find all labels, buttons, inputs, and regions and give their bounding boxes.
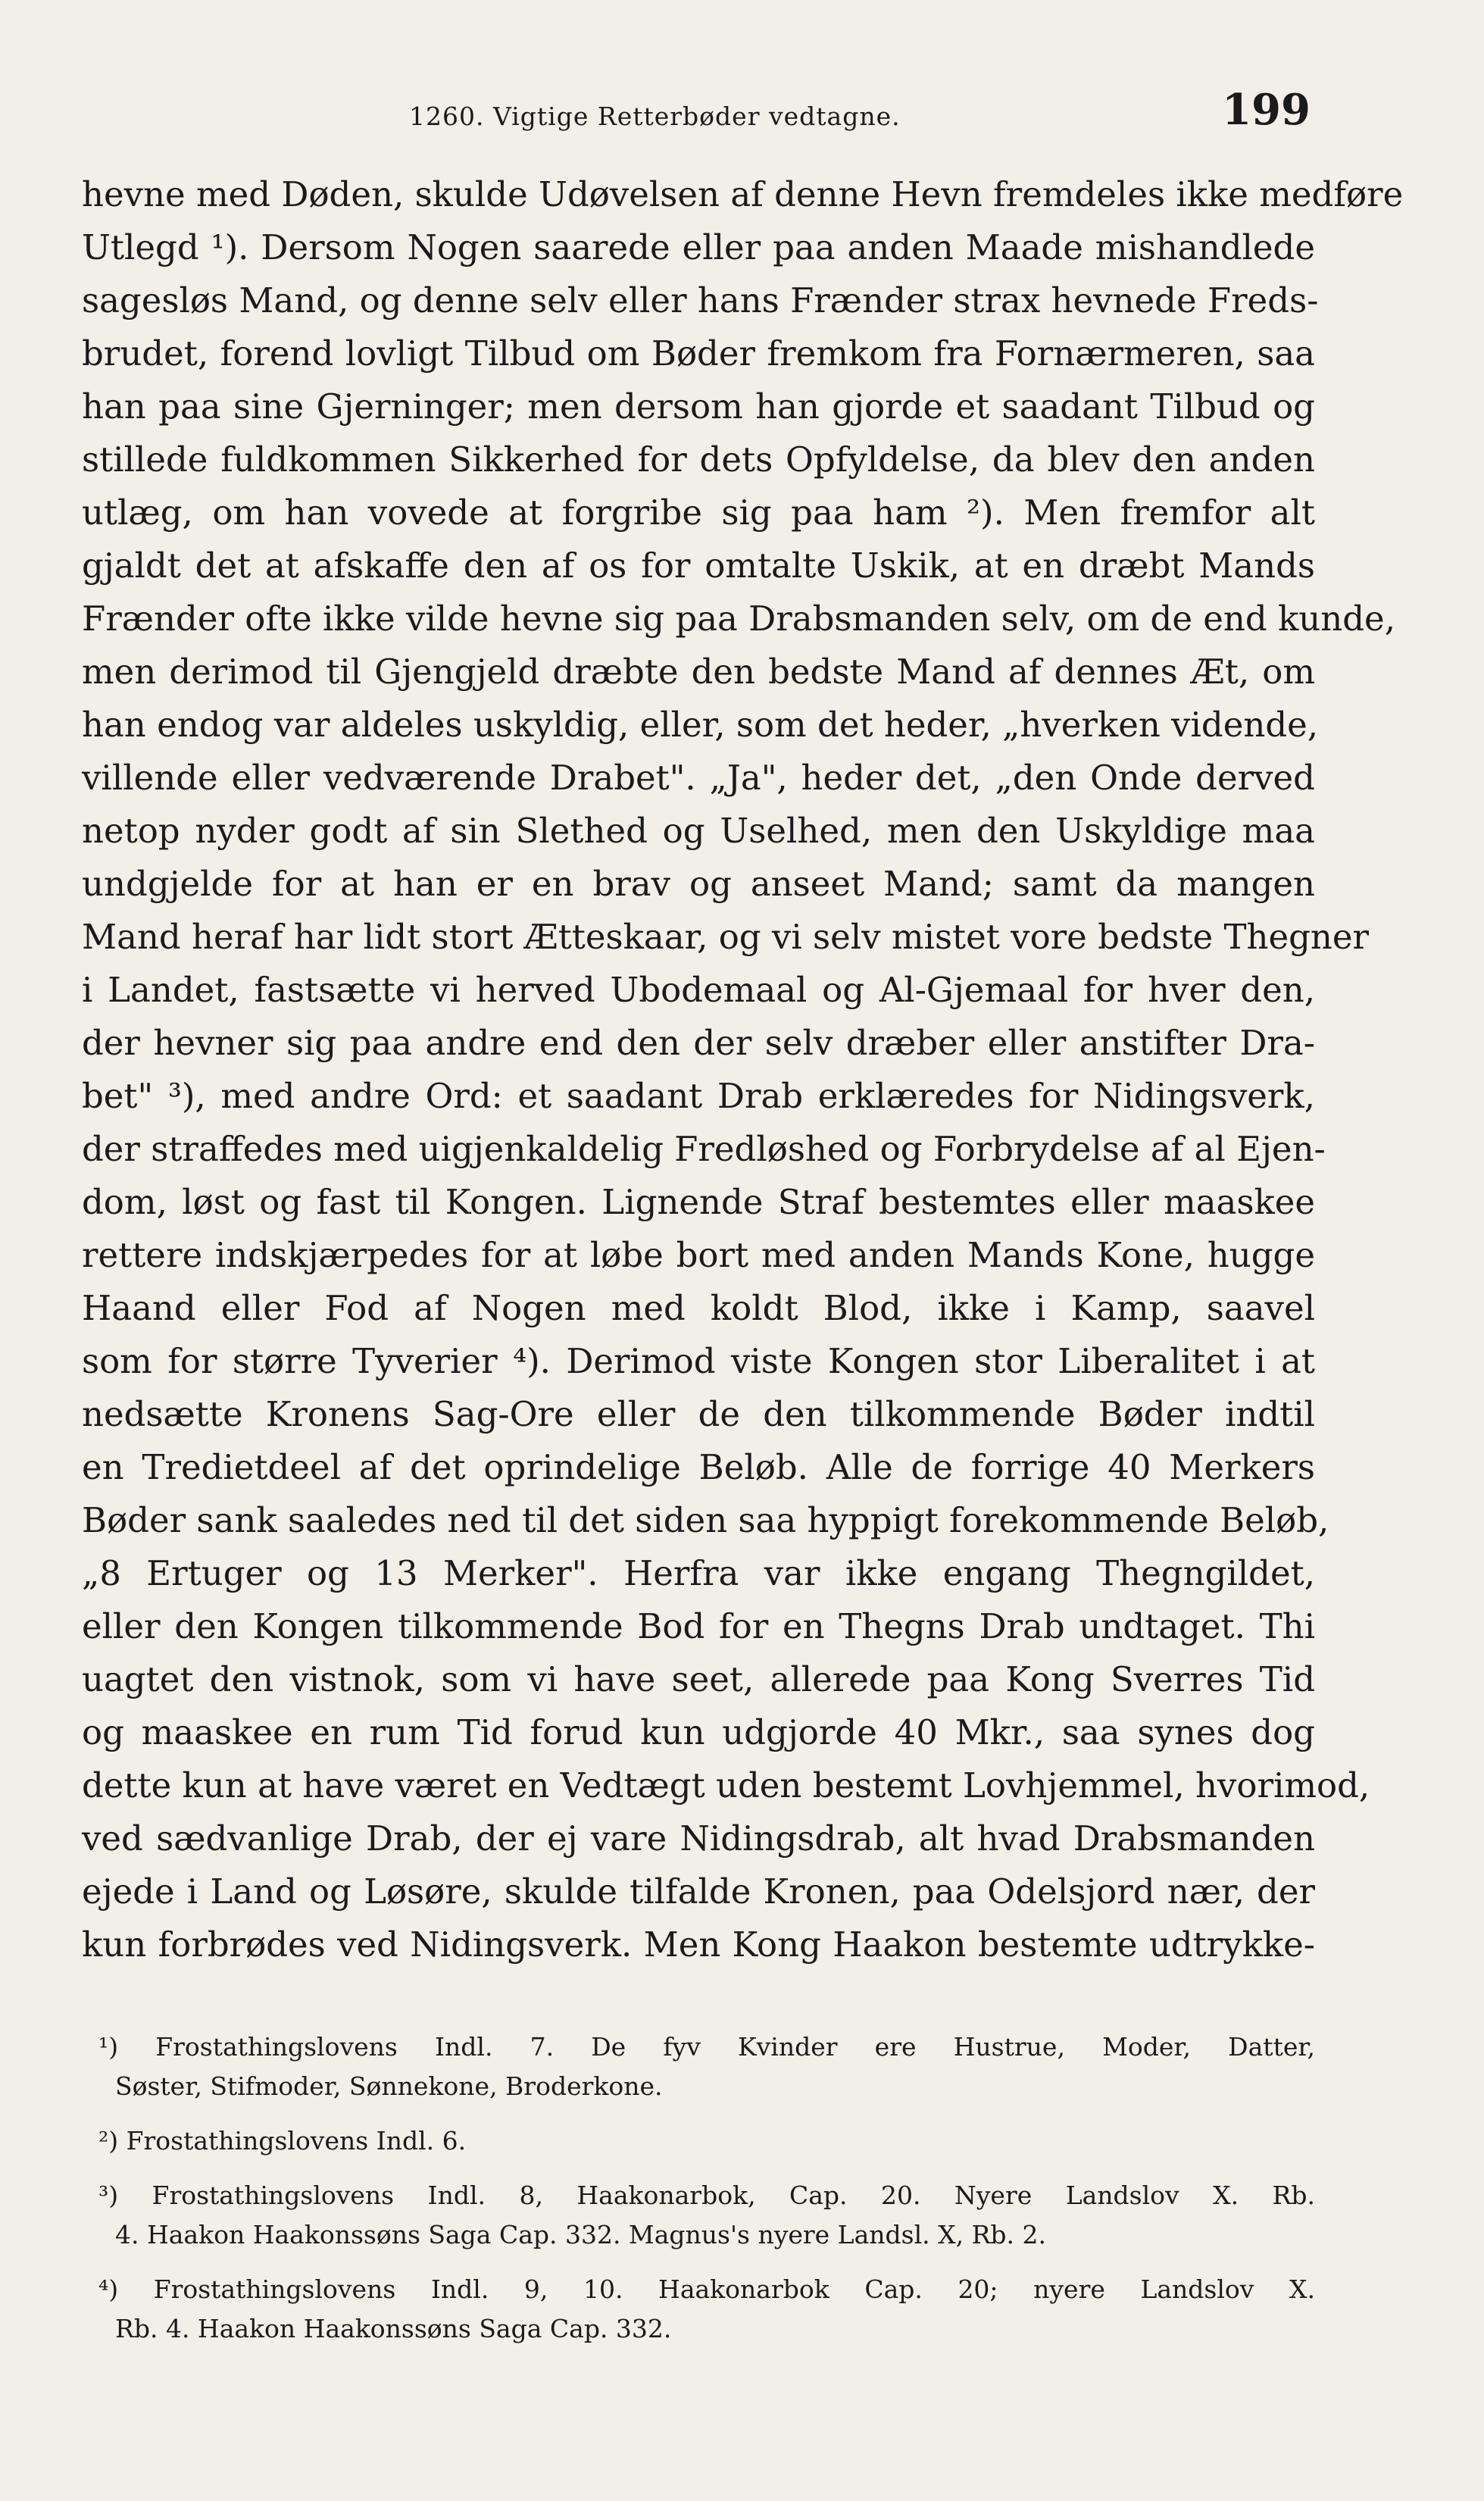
text-line: nedsætte Kronens Sag-Ore eller de den tilkommende Bøder indtil bbox=[82, 1394, 1315, 1434]
text-line: ved sædvanlige Drab, der ej vare Nidingsdrab, alt hvad Drabsmanden bbox=[82, 1818, 1315, 1859]
footnote-line: ³) Frostathingslovens Indl. 8, Haakonarbok, Cap. 20. Nyere Landslov X. Rb. bbox=[98, 2181, 1315, 2210]
text-line: ejede i Land og Løsøre, skulde tilfalde Kronen, paa Odelsjord nær, der bbox=[82, 1871, 1315, 1912]
text-line: stillede fuldkommen Sikkerhed for dets Opfyldelse, da blev den anden bbox=[82, 439, 1315, 480]
text-line: dette kun at have været en Vedtægt uden bestemt Lovhjemmel, hvorimod, bbox=[82, 1765, 1370, 1805]
page-header bbox=[409, 85, 1311, 145]
text-line: han paa sine Gjerninger; men dersom han gjorde et saadant Tilbud og bbox=[82, 386, 1315, 427]
text-line: som for større Tyverier ⁴). Derimod viste Kongen stor Liberalitet i at bbox=[82, 1341, 1315, 1381]
body-text bbox=[82, 168, 1404, 1971]
footnote-line: ²) Frostathingslovens Indl. 6. bbox=[98, 2126, 467, 2156]
text-line: han endog var aldeles uskyldig, eller, som det heder, „hverken vidende, bbox=[82, 705, 1319, 745]
text-line: netop nyder godt af sin Slethed og Uselhed, men den Uskyldige maa bbox=[82, 811, 1315, 851]
text-line: Mand heraf har lidt stort Ætteskaar, og vi selv mistet vore bedste Thegner bbox=[82, 917, 1370, 957]
text-line: eller den Kongen tilkommende Bod for en Thegns Drab undtaget. Thi bbox=[82, 1606, 1315, 1646]
footnote-line: Søster, Stifmoder, Sønnekone, Broderkone. bbox=[115, 2071, 663, 2101]
running-head: 1260. Vigtige Retterbøder vedtagne. bbox=[409, 102, 901, 131]
footnote bbox=[82, 2027, 1315, 2106]
text-line: en Tredietdeel af det oprindelige Beløb. Alle de forrige 40 Merkers bbox=[82, 1447, 1315, 1487]
text-line: og maaskee en rum Tid forud kun udgjorde 40 Mkr., saa synes dog bbox=[82, 1712, 1315, 1752]
text-line: sagesløs Mand, og denne selv eller hans Frænder strax hevnede Freds- bbox=[82, 280, 1319, 320]
footnote bbox=[82, 2270, 1315, 2349]
text-line: kun forbrødes ved Nidingsverk. Men Kong Haakon bestemte udtrykke- bbox=[82, 1924, 1315, 1965]
footnotes bbox=[82, 2027, 1315, 2364]
text-line: brudet, forend lovligt Tilbud om Bøder fremkom fra Fornærmeren, saa bbox=[82, 333, 1315, 374]
text-line: Bøder sank saaledes ned til det siden saa hyppigt forekommende Beløb, bbox=[82, 1500, 1329, 1540]
text-line: Utlegd ¹). Dersom Nogen saarede eller paa anden Maade mishandlede bbox=[82, 227, 1315, 267]
page-number: 199 bbox=[1222, 85, 1311, 135]
text-line: men derimod til Gjengjeld dræbte den bedste Mand af dennes Æt, om bbox=[82, 652, 1315, 692]
text-line: utlæg, om han vovede at forgribe sig paa ham ²). Men fremfor alt bbox=[82, 492, 1315, 533]
text-line: gjaldt det at afskaffe den af os for omtalte Uskik, at en dræbt Mands bbox=[82, 546, 1315, 586]
footnote-line: ¹) Frostathingslovens Indl. 7. De fyv Kvinder ere Hustrue, Moder, Datter, bbox=[98, 2032, 1315, 2062]
text-line: dom, løst og fast til Kongen. Lignende Straf bestemtes eller maaskee bbox=[82, 1182, 1315, 1222]
text-line: undgjelde for at han er en brav og anseet Mand; samt da mangen bbox=[82, 864, 1315, 904]
text-line: uagtet den vistnok, som vi have seet, allerede paa Kong Sverres Tid bbox=[82, 1659, 1315, 1699]
text-line: Haand eller Fod af Nogen med koldt Blod, ikke i Kamp, saavel bbox=[82, 1288, 1315, 1328]
text-line: bet" ³), med andre Ord: et saadant Drab erklæredes for Nidingsverk, bbox=[82, 1076, 1315, 1116]
text-line: rettere indskjærpedes for at løbe bort med anden Mands Kone, hugge bbox=[82, 1235, 1315, 1275]
footnote-line: 4. Haakon Haakonssøns Saga Cap. 332. Magnus's nyere Landsl. X, Rb. 2. bbox=[115, 2220, 1047, 2249]
text-line: hevne med Døden, skulde Udøvelsen af denne Hevn fremdeles ikke medføre bbox=[82, 174, 1404, 214]
footnote bbox=[82, 2121, 1315, 2161]
footnote-line: Rb. 4. Haakon Haakonssøns Saga Cap. 332. bbox=[115, 2314, 672, 2343]
text-line: der straffedes med uigjenkaldelig Fredløshed og Forbrydelse af al Ejen- bbox=[82, 1129, 1326, 1169]
text-line: Frænder ofte ikke vilde hevne sig paa Drabsmanden selv, om de end kunde, bbox=[82, 599, 1395, 639]
text-line: villende eller vedværende Drabet". „Ja", heder det, „den Onde derved bbox=[82, 758, 1315, 798]
text-line: „8 Ertuger og 13 Merker". Herfra var ikke engang Thegngildet, bbox=[82, 1553, 1315, 1593]
text-line: der hevner sig paa andre end den der selv dræber eller anstifter Dra- bbox=[82, 1023, 1315, 1063]
footnote-line: ⁴) Frostathingslovens Indl. 9, 10. Haakonarbok Cap. 20; nyere Landslov X. bbox=[98, 2274, 1315, 2304]
text-line: i Landet, fastsætte vi herved Ubodemaal og Al-Gjemaal for hver den, bbox=[82, 970, 1315, 1010]
footnote bbox=[82, 2176, 1315, 2255]
